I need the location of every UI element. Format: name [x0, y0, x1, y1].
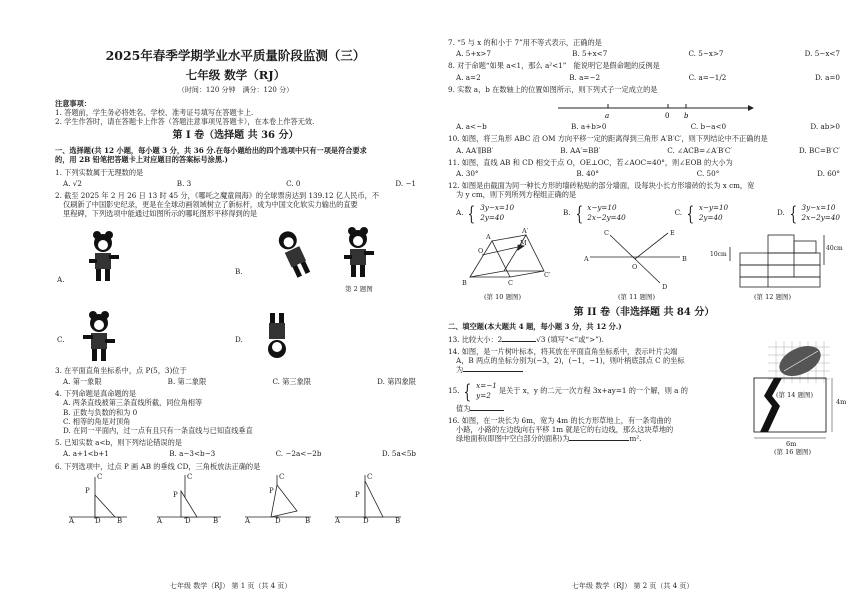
- q6-stem: 6. 下列选项中，过点 P 画 AB 的垂线 CD，三角板放法正确的是: [55, 461, 261, 471]
- q7-options: [448, 49, 840, 58]
- q4-option-d: D. 在同一平面内，过一点有且只有一条直线与已知直线垂直: [63, 425, 253, 435]
- svg-text:A: A: [69, 516, 75, 523]
- q5-option-b: B. a−3<b−3: [169, 449, 216, 459]
- q1-option-b: B. 3: [176, 178, 192, 188]
- q6-figure-d: [334, 473, 401, 523]
- q11-stem: 11. 如图，直线 AB 和 CD 相交于点 O，OE⊥OC，若∠AOC=40°，则∠EOB 的大小为: [448, 157, 733, 167]
- q9-option-b: B. a+b>0: [571, 122, 607, 132]
- nezha-figure-d: [268, 313, 286, 358]
- svg-text:P: P: [85, 486, 90, 495]
- exam-meta: （时间：120 分钟 满分：120 分）: [177, 85, 294, 94]
- note-1: 1. 答题前，学生务必将姓名、学校、准考证号填写在答题卡上.: [55, 107, 254, 117]
- svg-text:B: B: [305, 516, 311, 523]
- q15-blank: [470, 410, 504, 411]
- q11-options: [448, 169, 840, 178]
- fig16-caption: (第 16 题图): [774, 447, 811, 456]
- q15-text: 是关于 x，y 的二元一次方程 3x+ay=1 的一个解，则 a 的: [498, 385, 688, 395]
- q9-option-d: D. ab>0: [810, 122, 840, 132]
- q6-figure-c: [244, 473, 311, 523]
- q2-fig-caption: 第 2 题图: [345, 284, 373, 293]
- fig12-caption: (第 12 题图): [754, 292, 791, 301]
- nezha-figure-a: [89, 231, 119, 281]
- q14-stem-2: A，B 两点的坐标分别为(−3，2)，(−1，−1)，则叶柄底部点 C 的坐标: [456, 356, 685, 366]
- q2-figures-2: [55, 311, 416, 363]
- svg-text:B: B: [213, 516, 219, 523]
- svg-text:D: D: [95, 516, 101, 523]
- q12-options: [448, 200, 840, 225]
- q2-label-d: D.: [235, 334, 243, 344]
- svg-text:C: C: [367, 472, 373, 481]
- svg-text:M: M: [520, 238, 527, 247]
- left-footer: 七年级 数学（RJ） 第 1 页（共 4 页）: [170, 582, 292, 590]
- q2-figures: [55, 219, 416, 311]
- q8-option-b: B. a=−2: [569, 72, 601, 82]
- svg-text:A′: A′: [522, 226, 529, 235]
- q7-stem: 7. “5 与 x 的和小于 7”用不等式表示，正确的是: [448, 38, 602, 47]
- q12-stem-2: 为 y cm，则下列所列方程组正确的是: [456, 190, 577, 200]
- q2-stem-2: 仅刷新了中国影史纪录，更是在全球动画领域树立了新标杆，成为中国文化软实力输出的直要: [63, 200, 358, 210]
- fig16-dim-height: 4m: [836, 397, 847, 406]
- q11-option-b: B. 40°: [576, 168, 599, 178]
- fig12-wall-bricks: [730, 235, 824, 287]
- q1-option-d: D. −1: [395, 178, 416, 188]
- q1-option-a: A. √2: [63, 178, 82, 188]
- svg-text:P: P: [173, 490, 178, 499]
- q3-option-c: C. 第三象限: [272, 376, 312, 386]
- nezha-figure-b: [276, 228, 312, 278]
- fig11-caption: (第 11 题图): [618, 292, 655, 301]
- q1-option-c: C. 0: [286, 178, 301, 188]
- svg-text:b: b: [684, 112, 689, 121]
- svg-text:C: C: [604, 228, 609, 237]
- q11-option-d: D. 60°: [817, 168, 840, 178]
- q9-options: [448, 122, 840, 131]
- q5-stem: 5. 已知实数 a<b，则下列结论错误的是: [55, 438, 182, 448]
- q16-stem-1: 16. 如图，在一块长为 6m，宽为 4m 的长方形草地上，有一条弯曲的: [448, 415, 672, 425]
- q16-stem-3: 绿地面积(即图中空白部分的面积)为 m².: [456, 434, 642, 444]
- svg-text:O: O: [478, 246, 484, 255]
- q2-label-b: B.: [235, 266, 243, 276]
- fig16-dim-width: 6m: [786, 439, 797, 448]
- q4-option-c: C. 相等的角是对顶角: [63, 416, 131, 426]
- svg-text:A: A: [157, 516, 163, 523]
- fill-heading: 二、填空题(本大题共 4 题，每小题 3 分，共 12 分.): [448, 322, 622, 332]
- q8-option-a: A. a=2: [456, 72, 481, 82]
- q3-option-a: A. 第一象限: [63, 376, 102, 386]
- svg-text:C: C: [187, 472, 193, 481]
- svg-text:C: C: [97, 472, 103, 481]
- fig16-lawn: [748, 372, 838, 446]
- q14-stem-3: 为: [448, 365, 840, 374]
- q15-block: 15. { x=−1 y=2 是关于 x，y 的二元一次方程 3x+ay=1 的一个解，则 a 的 值为: [448, 381, 840, 413]
- q3-option-d: D. 第四象限: [377, 376, 416, 386]
- q3-option-b: B. 第二象限: [167, 376, 207, 386]
- q2-stem-1: 2. 截至 2025 年 2 月 26 日 13 时 45 分，《哪吒之魔童闹海》的全球票房达到 139.12 亿人民币，不: [55, 191, 380, 200]
- right-footer: 七年级 数学（RJ） 第 2 页（共 4 页）: [572, 582, 694, 590]
- q5-option-c: C. −2a<−2b: [275, 449, 322, 459]
- q15-eq2: y=2: [476, 390, 491, 400]
- q12-option-c: C. { x−y=10 2y=40: [674, 200, 729, 225]
- svg-text:C: C: [508, 278, 513, 287]
- svg-text:P: P: [269, 486, 274, 495]
- q5-option-d: D. 5a<5b: [381, 449, 416, 459]
- q2-stem-3: 里程碑，下列选项中能通过如图所示的哪吒图形平移得到的是: [63, 209, 258, 219]
- exam-title: 2025年春季学期学业水平质量阶段监测（三）: [105, 48, 366, 63]
- svg-text:O: O: [632, 262, 638, 271]
- q4-stem: 4. 下列命题是真命题的是: [55, 389, 137, 399]
- q12-option-d: D. { 3y−x=10 2x−2y=40: [776, 200, 840, 225]
- q2-label-a: A.: [57, 274, 65, 284]
- svg-text:A: A: [486, 232, 491, 241]
- q7-option-a: A. 5+x>7: [456, 49, 492, 59]
- fig11-intersecting-lines: [583, 229, 687, 291]
- fig12-dim-10cm: 10cm: [710, 250, 727, 258]
- svg-text:D: D: [363, 516, 369, 523]
- part1-intro-2: 的，用 2B 铅笔把答题卡上对应题目的答案标号涂黑.): [55, 155, 228, 165]
- q5-options: [55, 449, 416, 458]
- q6-figure-b: [156, 473, 221, 523]
- svg-text:B: B: [117, 516, 123, 523]
- right-page: [432, 0, 860, 609]
- q1-stem: 1. 下列实数属于无理数的是: [55, 167, 144, 177]
- q2-label-c: C.: [57, 334, 65, 344]
- part1-intro-1: 一、选择题(共 12 小题，每小题 3 分，共 36 分.在每小题给出的四个选项中只有一项是符合要求: [55, 146, 367, 156]
- q10-option-b: B. AA′=BB′: [560, 145, 601, 155]
- q7-option-b: B. 5+x<7: [572, 49, 608, 59]
- fig12-dim-40cm: 40cm: [826, 244, 843, 252]
- q4-option-b: B. 正数与负数的和为 0: [63, 407, 138, 417]
- q15-line2: 值为: [448, 404, 840, 413]
- q8-options: [448, 73, 840, 82]
- part2-title: 第 II 卷（非选择题 共 84 分）: [573, 306, 715, 318]
- svg-text:B: B: [682, 254, 687, 263]
- q11-option-c: C. 50°: [696, 168, 720, 178]
- svg-text:D: D: [662, 282, 668, 291]
- q10-12-figures: [448, 226, 843, 303]
- svg-text:E: E: [670, 228, 675, 237]
- q3-stem: 3. 在平面直角坐标系中，点 P(5，3)位于: [55, 365, 187, 375]
- svg-text:P: P: [355, 490, 360, 499]
- nezha-figures: [55, 219, 416, 311]
- q1-options: [55, 179, 416, 188]
- q10-option-a: A. AA′∥BB′: [456, 145, 494, 155]
- q3-options: [55, 377, 416, 386]
- q8-stem: 8. 对于命题“如果 a<1，那么 a²<1” 能说明它是假命题的反例是: [448, 61, 660, 71]
- svg-text:D: D: [185, 516, 191, 523]
- q10-option-d: D. BC=B′C′: [798, 145, 840, 155]
- q12-option-b: B. { x−y=10 2x−2y=40: [562, 200, 626, 225]
- svg-text:B: B: [395, 516, 401, 523]
- q10-stem: 10. 如图，将三角形 ABC 沿 OM 方向平移一定的距离得到三角形 A′B′C′，则下列结论中不正确的是: [448, 134, 768, 144]
- svg-text:A: A: [584, 254, 589, 263]
- fig14-caption: (第 14 题图): [776, 390, 813, 399]
- q8-option-c: C. a=−1/2: [688, 72, 727, 82]
- q10-options: [448, 146, 840, 155]
- q10-option-c: C. ∠ACB=∠A′B′C′: [667, 145, 732, 155]
- svg-text:A: A: [335, 516, 341, 523]
- q5-option-a: A. a+1<b+1: [63, 449, 109, 459]
- q7-option-d: D. 5−x<7: [804, 49, 840, 59]
- nezha-figure-c: [83, 311, 115, 361]
- nezha-reference-figure: [344, 227, 374, 277]
- note-2: 2. 学生作答时，请在答题卡上作答（答题注意事项见答题卡），在本卷上作答无效.: [55, 117, 315, 127]
- q9-stem: 9. 实数 a，b 在数轴上的位置如图所示，则下列式子一定成立的是: [448, 84, 658, 94]
- q6-figures: [55, 471, 416, 523]
- q11-option-a: A. 30°: [456, 168, 479, 178]
- part1-title: 第 I 卷（选择题 共 36 分）: [172, 130, 299, 142]
- svg-text:B: B: [462, 278, 467, 287]
- q9-number-line: [448, 94, 838, 120]
- q16-stem-2: 小路，小路的左边线向右平移 1m 就是它的右边线，那么这块草地的: [456, 424, 674, 434]
- q7-option-c: C. 5−x>7: [688, 49, 724, 59]
- q6-figure-a: [68, 473, 127, 523]
- q16-blank: [569, 440, 629, 441]
- svg-text:D: D: [275, 516, 281, 523]
- q15-eq1: x=−1: [476, 381, 497, 391]
- svg-text:a: a: [605, 112, 610, 121]
- q13: 13. 比较大小：2 √3 (填写“<”或“>”).: [448, 334, 604, 344]
- q12-option-a: A. { 3y−x=10 2y=40: [456, 200, 515, 225]
- svg-text:C′: C′: [544, 270, 551, 279]
- q14-blank: [463, 371, 523, 372]
- svg-text:0: 0: [665, 112, 670, 121]
- fig10-caption: (第 10 题图): [484, 292, 521, 301]
- svg-text:A: A: [245, 516, 251, 523]
- svg-text:C: C: [279, 472, 285, 481]
- notes-heading: 注意事项：: [55, 98, 91, 108]
- fig10-translation: [462, 227, 551, 287]
- q13-blank: [502, 341, 536, 342]
- q12-stem-1: 12. 如图是由截面为同一种长方形的墙砖粘贴的部分墙面，设每块小长方形墙砖的长为 x cm，宽: [448, 181, 755, 191]
- q8-option-d: D. a=0: [815, 72, 840, 82]
- exam-subtitle: 七年级 数学（RJ）: [185, 68, 286, 82]
- q14-stem-1: 14. 如图，是一片树叶标本，将其放在平面直角坐标系中，表示叶片尖端: [448, 346, 678, 356]
- q4-option-a: A. 两条直线被第三条直线所截，同位角相等: [63, 398, 203, 408]
- q9-option-a: A. a<−b: [456, 122, 487, 132]
- q9-option-c: C. b−a<0: [690, 122, 727, 132]
